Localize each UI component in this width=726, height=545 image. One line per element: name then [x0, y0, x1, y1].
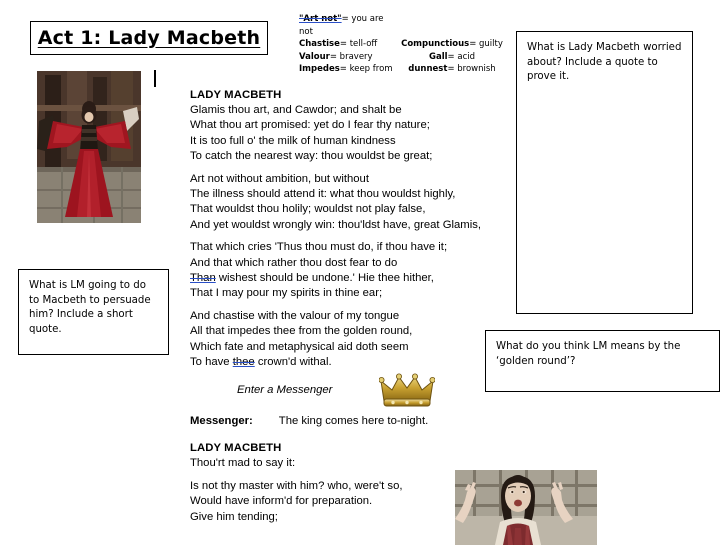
stage-photo-lady-macbeth-hands-raised [455, 470, 597, 545]
glossary-definition: = acid [447, 51, 475, 62]
verse-line-prefix: To have [190, 356, 233, 369]
glossary-entry [299, 51, 399, 64]
glossary-entry [299, 38, 399, 51]
verse-line: And that which rather thou dost fear to do [190, 256, 398, 269]
messenger-dialogue: The king comes here to-night. [278, 414, 429, 427]
verse-block [190, 172, 490, 234]
verse-line: That which cries 'Thus thou must do, if thou have it; [190, 241, 448, 254]
glossary-term: Gall [428, 51, 448, 62]
verse-block [190, 240, 490, 302]
text-cursor [154, 70, 156, 87]
verse-line: That wouldst thou holily; wouldst not play false, [190, 203, 426, 216]
glossary-definition: = keep from [339, 64, 393, 75]
verse-line: Would have inform'd for preparation. [190, 495, 373, 508]
verse-block [190, 479, 490, 525]
glossary-definition: = bravery [329, 51, 373, 62]
verse-line: Is not thy master with him? who, were't so, [190, 479, 403, 492]
glossary-term: Compunctious [401, 39, 470, 50]
verse-line: Art not without ambition, but without [190, 172, 369, 185]
block-gap [190, 429, 490, 442]
stage-photo-lady-macbeth-red-dress [37, 71, 141, 223]
verse-line: All that impedes thee from the golden round, [190, 325, 413, 338]
question-text: What is LM going to do to Macbeth to persuade him? Include a short quote. [29, 280, 151, 335]
glossary-entry [299, 13, 399, 38]
verse-line: Glamis thou art, and Cawdor; and shalt be [190, 104, 402, 116]
spellcheck-marked-word: Than [190, 272, 216, 285]
question-box-worried-about[interactable] [516, 31, 693, 314]
glossary-term: Chastise [299, 39, 340, 50]
glossary-definition: = guilty [469, 39, 503, 50]
verse-line: And chastise with the valour of my tongue [190, 309, 400, 322]
glossary-term: Impedes [299, 64, 340, 75]
verse-block [190, 103, 490, 165]
verse-line-suffix: crown'd withal. [254, 356, 332, 369]
question-text: What is Lady Macbeth worried about? Include a quote to prove it. [527, 42, 682, 83]
speech-text-body [190, 89, 490, 532]
verse-line: That I may pour my spirits in thine ear; [190, 287, 383, 300]
verse-line: To catch the nearest way: thou wouldst be great; [190, 150, 433, 163]
glossary-definition: = brownish [447, 64, 496, 75]
question-box-persuade[interactable] [18, 269, 169, 355]
title-box [30, 21, 268, 55]
glossary-row [299, 13, 505, 38]
speaker-label-lady-macbeth-2: LADY MACBETH [190, 442, 282, 455]
glossary-entry [299, 63, 399, 76]
verse-line: And yet wouldst wrongly win: thou'ldst have, great Glamis, [190, 218, 481, 231]
spellcheck-marked-word: thee [232, 356, 255, 369]
verse-line [190, 355, 490, 370]
messenger-line [190, 414, 490, 429]
verse-line [190, 271, 490, 286]
glossary-row [299, 63, 505, 76]
glossary-entry [399, 38, 505, 51]
glossary-term: Valour [299, 51, 330, 62]
glossary-row [299, 51, 505, 64]
glossary-definition: = tell-off [339, 39, 378, 50]
verse-line: What thou art promised: yet do I fear thy nature; [190, 119, 430, 132]
glossary-definition: = you are not [299, 14, 384, 37]
verse-block [190, 309, 490, 371]
glossary-entry [399, 51, 505, 64]
verse-line: It is too full o' the milk of human kindness [190, 134, 396, 147]
verse-line: Give him tending; [190, 510, 278, 523]
page-title: Act 1: Lady Macbeth [37, 27, 261, 49]
speaker-label-messenger: Messenger: [190, 414, 253, 427]
glossary-entry [399, 63, 505, 76]
verse-line: Which fate and metaphysical aid doth seem [190, 340, 409, 353]
glossary-term: "Art not" [299, 14, 342, 24]
verse-line: The illness should attend it: what thou wouldst highly, [190, 188, 456, 201]
glossary-term: dunnest [408, 64, 448, 75]
glossary-row [299, 38, 505, 51]
glossary [299, 13, 505, 76]
verse-line: Thou'rt mad to say it: [190, 457, 296, 470]
speaker-label-lady-macbeth: LADY MACBETH [190, 89, 282, 101]
stage-direction: Enter a Messenger [237, 383, 333, 396]
verse-line-remainder: wishest should be undone.' Hie thee hither, [215, 272, 434, 285]
question-box-golden-round[interactable] [485, 330, 720, 392]
crown-icon [379, 373, 435, 409]
verse-block [190, 456, 490, 471]
question-text: What do you think LM means by the ‘golden round’? [496, 341, 681, 367]
